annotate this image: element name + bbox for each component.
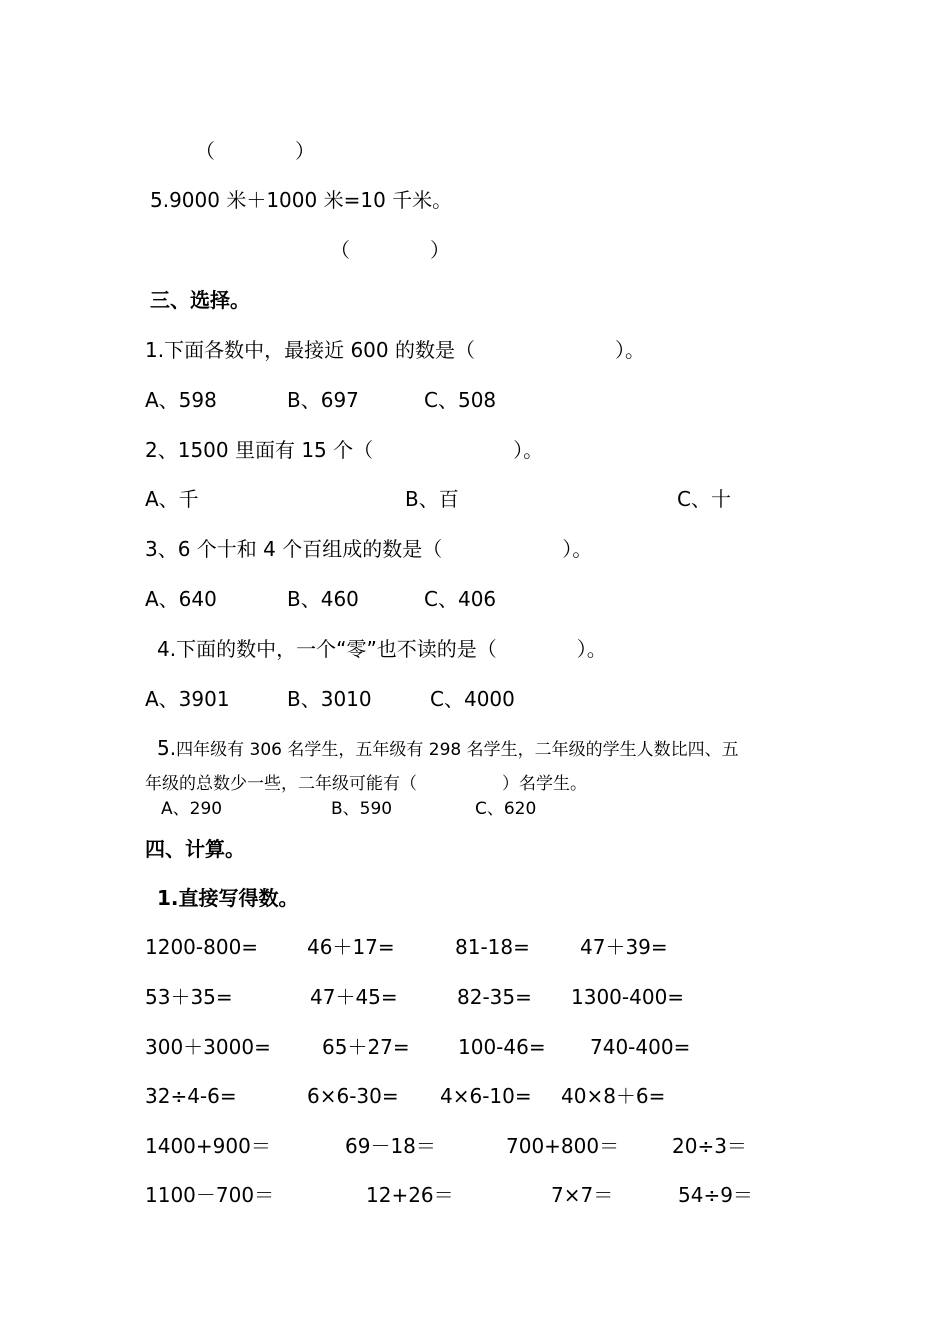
option-a: A、3901 [145, 687, 230, 711]
calc-item: 53＋35= [145, 985, 233, 1009]
option-a: A、290 [161, 799, 223, 819]
option-a: A、千 [145, 487, 199, 511]
calc-item: 6×6-30= [307, 1084, 399, 1108]
calc-item: 47＋45= [310, 985, 398, 1009]
calc-item: 300＋3000= [145, 1035, 271, 1059]
choice-question-3: 3、6 个十和 4 个百组成的数是（ ）。 [145, 537, 593, 561]
option-c: C、4000 [430, 687, 515, 711]
answer-blank: （ ） [330, 238, 450, 262]
calc-item: 40×8＋6= [561, 1084, 666, 1108]
calc-item: 69－18＝ [345, 1134, 436, 1158]
calc-item: 81-18= [455, 935, 530, 959]
question-text-line1: 四年级有 306 名学生，五年级有 298 名学生，二年级的学生人数比四、五 [176, 740, 739, 760]
calc-item: 1400+900＝ [145, 1134, 271, 1158]
calc-item: 700+800＝ [506, 1134, 620, 1158]
calc-item: 20÷3＝ [672, 1134, 747, 1158]
choice-question-2: 2、1500 里面有 15 个（ ）。 [145, 438, 544, 462]
calc-item: 54÷9＝ [678, 1183, 753, 1207]
option-c: C、508 [424, 388, 497, 412]
calc-item: 46＋17= [307, 935, 395, 959]
true-false-question-5: 5.9000 米＋1000 米=10 千米。 [150, 188, 453, 212]
option-b: B、590 [331, 799, 393, 819]
option-b: B、697 [287, 388, 359, 412]
calc-item: 100-46= [458, 1035, 546, 1059]
option-c: C、620 [475, 799, 537, 819]
subheading-direct-answers: 1.直接写得数。 [157, 886, 299, 910]
calc-item: 82-35= [457, 985, 532, 1009]
option-b: B、百 [405, 487, 459, 511]
section-heading-calculation: 四、计算。 [145, 837, 245, 861]
calc-item: 1200-800= [145, 935, 259, 959]
calc-item: 1300-400= [571, 985, 685, 1009]
option-c: C、406 [424, 587, 497, 611]
option-a: A、640 [145, 587, 217, 611]
choice-question-4: 4.下面的数中，一个“零”也不读的是（ ）。 [157, 637, 607, 661]
section-heading-choice: 三、选择。 [150, 288, 250, 312]
option-b: B、3010 [287, 687, 372, 711]
calc-item: 47＋39= [580, 935, 668, 959]
calc-item: 65＋27= [322, 1035, 410, 1059]
answer-blank: （ ） [195, 139, 315, 163]
option-a: A、598 [145, 388, 217, 412]
choice-question-1: 1.下面各数中，最接近 600 的数是（ ）。 [145, 338, 645, 362]
calc-item: 4×6-10= [440, 1084, 532, 1108]
calc-item: 740-400= [590, 1035, 691, 1059]
choice-question-5 [157, 738, 739, 759]
option-b: B、460 [287, 587, 359, 611]
choice-question-5-line2: 年级的总数少一些，二年级可能有（ ）名学生。 [145, 774, 587, 794]
calc-item: 1100－700＝ [145, 1183, 275, 1207]
calc-item: 7×7＝ [551, 1183, 614, 1207]
question-number: 5. [157, 736, 177, 760]
option-c: C、十 [677, 487, 731, 511]
calc-item: 32÷4-6= [145, 1084, 237, 1108]
calc-item: 12+26＝ [366, 1183, 454, 1207]
